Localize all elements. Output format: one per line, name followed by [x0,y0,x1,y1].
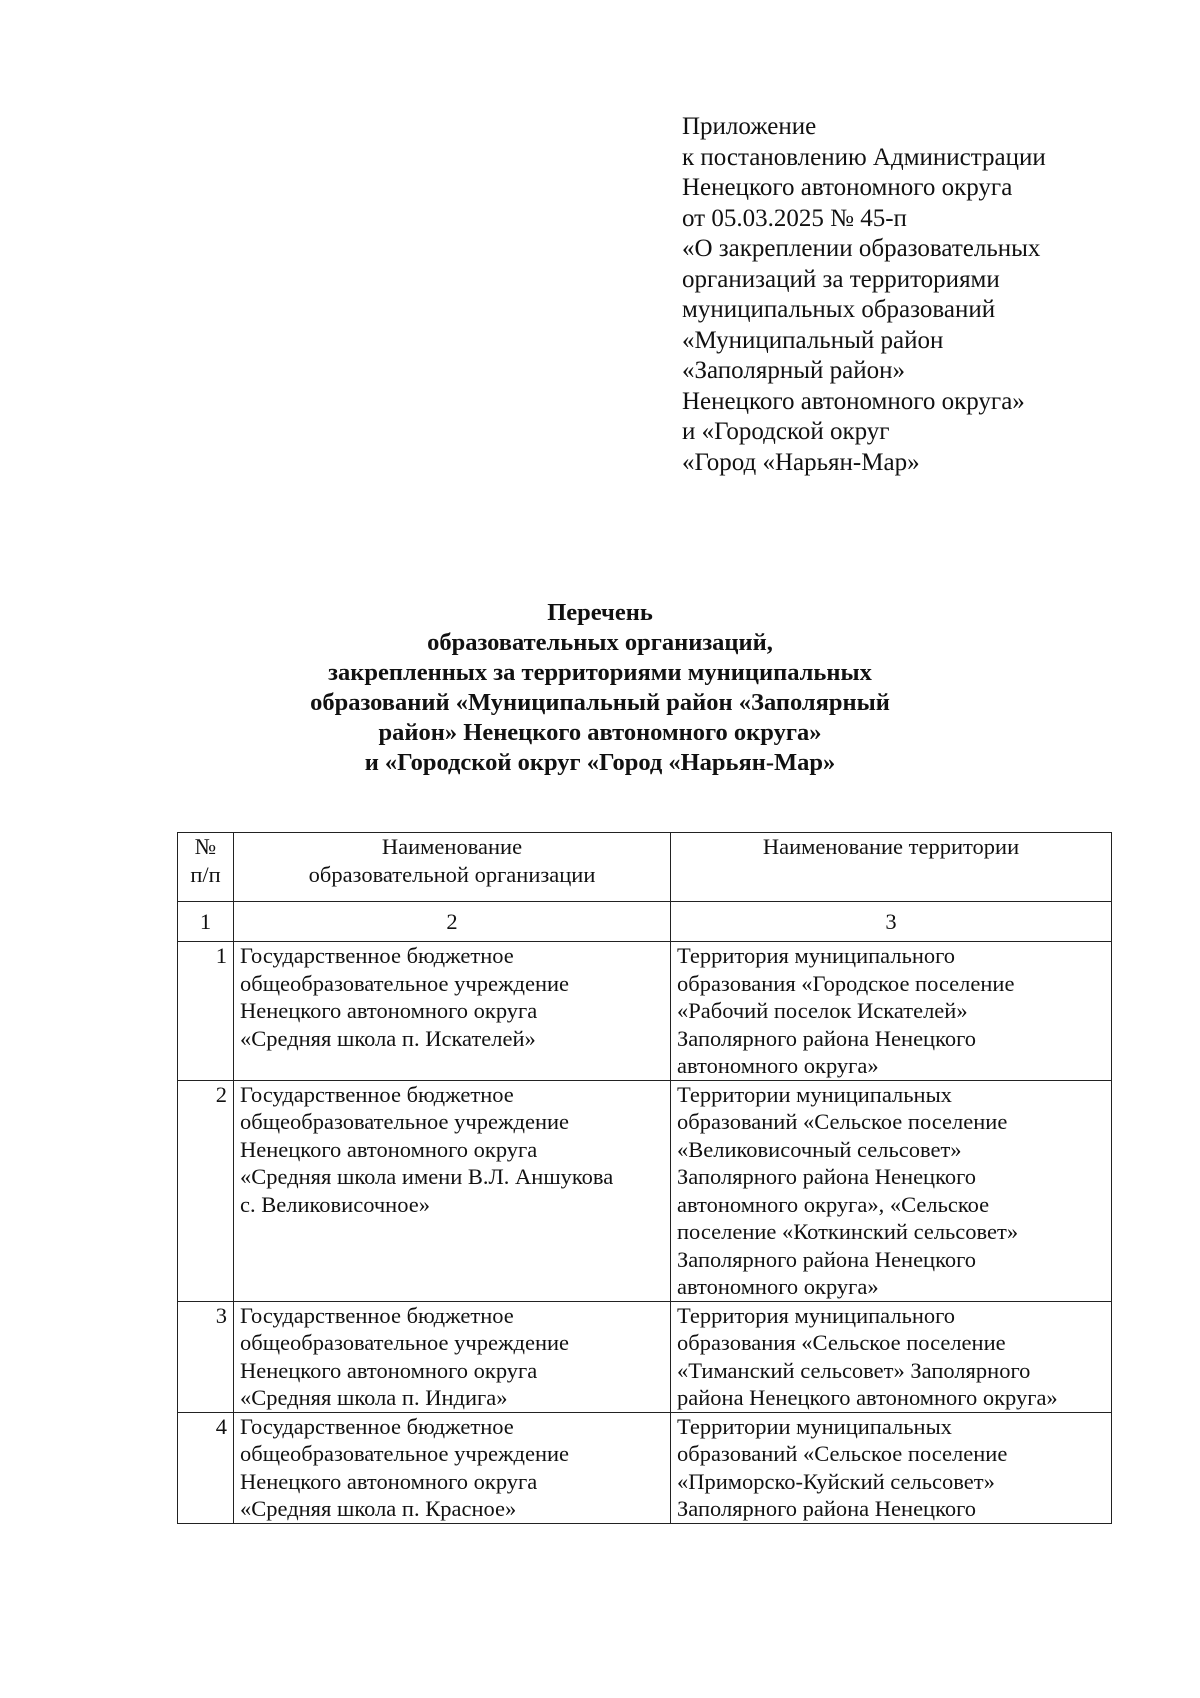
appendix-line: «Город «Нарьян-Мар» [682,448,920,476]
territory-line: Заполярного района Ненецкого [677,1246,977,1272]
territory-line: Территории муниципальных [677,1413,952,1439]
header-territory-label: Наименование территории [762,834,1020,859]
header-number-label: п/п [190,861,221,887]
column-number: 2 [234,902,671,942]
territory-line: образования «Сельское поселение [677,1330,1006,1355]
appendix-line: муниципальных образований [682,296,996,323]
organization-line: общеобразовательное учреждение [240,1109,570,1134]
organization-line: Ненецкого автономного округа [240,1357,538,1383]
territory-line: автономного округа» [677,1274,879,1299]
territory-line: «Приморско-Куйский сельсовет» [677,1468,995,1494]
territory-line: Территория муниципального [677,1302,956,1328]
organization-line: Ненецкого автономного округа [240,998,538,1023]
territory-line: поселение «Коткинский сельсовет» [677,1219,1019,1244]
table-row [178,942,1112,1081]
appendix-line: и «Городской округ [682,418,890,445]
organization-line: «Средняя школа п. Красное» [240,1496,517,1521]
organization-line: общеобразовательное учреждение [240,1441,570,1466]
title-line: Перечень [547,599,653,626]
appendix-line: организаций за территориями [682,265,1000,293]
territory-line: Территория муниципального [677,943,956,968]
organization-cell [234,1301,671,1412]
appendix-line: к постановлению Администрации [682,143,1046,171]
column-numbers-row [178,902,1112,942]
organization-line: Государственное бюджетное [240,1302,514,1328]
territory-line: образований «Сельское поселение [677,1109,1008,1134]
territory-cell [671,1412,1112,1523]
organization-line: общеобразовательное учреждение [240,970,570,996]
appendix-line: «Заполярный район» [682,357,905,384]
territory-line: «Великовисочный сельсовет» [677,1136,962,1162]
header-territory [671,833,1112,902]
organization-line: «Средняя школа имени В.Л. Аншукова [240,1164,614,1189]
title-line: район» Ненецкого автономного округа» [378,719,822,746]
appendix-block [682,112,1152,478]
territory-cell [671,942,1112,1081]
territory-line: района Ненецкого автономного округа» [677,1385,1058,1410]
row-number: 2 [178,1080,234,1301]
title-line: образовательных организаций, [427,629,773,656]
organization-line: Государственное бюджетное [240,1081,514,1107]
row-number: 3 [178,1301,234,1412]
appendix-line: «Муниципальный район [682,326,944,354]
territory-line: Заполярного района Ненецкого [677,1025,977,1051]
appendix-line: Ненецкого автономного округа» [682,387,1025,415]
appendix-line: от 05.03.2025 № 45-п [682,204,907,232]
table-header-row [178,833,1112,902]
organization-cell [234,1080,671,1301]
organization-line: Государственное бюджетное [240,1413,514,1439]
organization-line: «Средняя школа п. Индига» [240,1385,508,1410]
territory-cell [671,1080,1112,1301]
territory-line: образования «Городское поселение [677,970,1015,996]
title-line: образований «Муниципальный район «Заполярный [310,689,890,716]
column-number: 1 [178,902,234,942]
organization-line: общеобразовательное учреждение [240,1330,570,1355]
header-number [178,833,234,902]
column-number: 3 [671,902,1112,942]
header-organization-line: образовательной организации [308,861,596,887]
row-number: 1 [178,942,234,1081]
territory-line: автономного округа», «Сельское [677,1191,990,1217]
organization-cell [234,942,671,1081]
appendix-line: Приложение [682,113,817,140]
organization-line: Ненецкого автономного округа [240,1468,538,1494]
row-number: 4 [178,1412,234,1523]
table-row [178,1412,1112,1523]
territory-cell [671,1301,1112,1412]
table-row [178,1080,1112,1301]
territory-line: Территории муниципальных [677,1081,952,1107]
header-organization [234,833,671,902]
header-number-symbol: № [194,834,217,859]
organization-line: «Средняя школа п. Искателей» [240,1025,536,1051]
organization-line: Государственное бюджетное [240,943,514,968]
title-line: и «Городской округ «Город «Нарьян-Мар» [364,749,836,776]
title-line: закрепленных за территориями муниципальных [328,659,872,686]
organizations-table [177,832,1112,1524]
territory-line: «Тиманский сельсовет» Заполярного [677,1357,1031,1383]
territory-line: образований «Сельское поселение [677,1441,1008,1466]
organization-line: Ненецкого автономного округа [240,1136,538,1162]
table-row [178,1301,1112,1412]
document-title [0,598,1200,778]
territory-line: автономного округа» [677,1053,879,1078]
appendix-line: «О закреплении образовательных [682,235,1041,262]
organization-cell [234,1412,671,1523]
organization-line: с. Великовисочное» [240,1191,430,1217]
territory-line: Заполярного района Ненецкого [677,1496,977,1521]
header-organization-line: Наименование [381,834,523,859]
territory-line: «Рабочий поселок Искателей» [677,998,968,1023]
appendix-line: Ненецкого автономного округа [682,174,1013,201]
territory-line: Заполярного района Ненецкого [677,1164,977,1189]
